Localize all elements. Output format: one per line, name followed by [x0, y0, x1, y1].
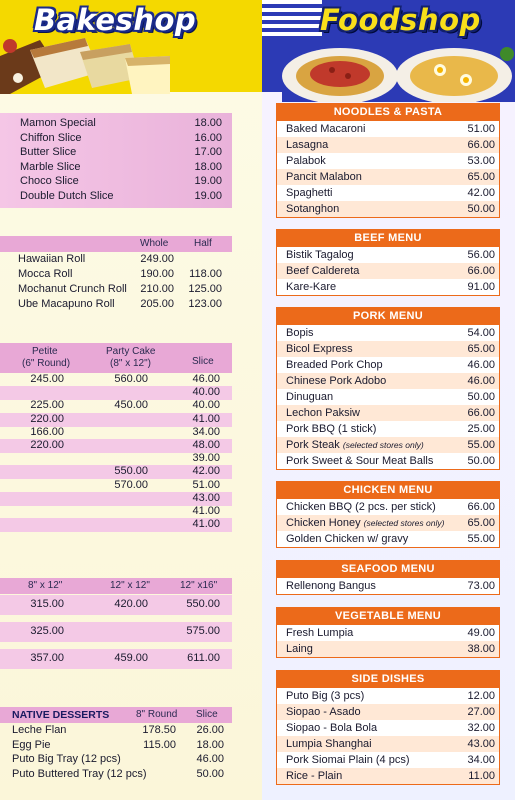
menu-item-name: Pork Sweet & Sour Meat Balls: [286, 455, 434, 467]
menu-item-price: 66.00: [467, 139, 495, 151]
cake-slice-price: 34.00: [192, 425, 220, 438]
roll-item-whole: 210.00: [140, 283, 174, 295]
cake-party-price: 560.00: [114, 373, 148, 385]
menu-item-price: 53.00: [467, 155, 495, 167]
menu-item-price: 46.00: [467, 375, 495, 387]
menu-item-name: Chinese Pork Adobo: [286, 375, 387, 387]
cakes-col-slice: Slice: [192, 356, 214, 367]
menu-item: [277, 137, 499, 153]
menu-item-name: Laing: [286, 643, 313, 655]
menu-item: [277, 169, 499, 185]
menu-item-name: Pork BBQ (1 stick): [286, 423, 377, 435]
menu-item-name: Lechon Paksiw: [286, 407, 360, 419]
menu-item-note: (selected stores only): [363, 518, 445, 528]
vegetable-menu-list: [276, 625, 500, 658]
roll-item-half: 123.00: [188, 298, 222, 310]
menu-item-price: 32.00: [467, 722, 495, 734]
menu-item-name: Puto Big (3 pcs): [286, 690, 365, 702]
menu-item: [277, 688, 499, 704]
menu-item-price: 56.00: [467, 249, 495, 261]
cake-slices-photo: [0, 28, 170, 94]
bakeshop-title: Bakeshop: [34, 3, 197, 37]
slice-item-name: Double Dutch Slice: [20, 189, 114, 202]
menu-item: [277, 453, 499, 469]
size-a-price: 325.00: [30, 625, 64, 637]
cake-party-price: 570.00: [114, 478, 148, 491]
menu-item-price: 42.00: [467, 187, 495, 199]
slice-item-price: 18.00: [194, 117, 222, 129]
size-c-price: 575.00: [186, 625, 220, 637]
slice-item-name: Butter Slice: [20, 146, 77, 158]
menu-item-name: Golden Chicken w/ gravy: [286, 533, 409, 545]
menu-item: [277, 373, 499, 389]
menu-item-price: 55.00: [467, 439, 495, 451]
menu-item-price: 65.00: [467, 171, 495, 183]
chicken-menu-title: CHICKEN MENU: [276, 481, 500, 499]
menu-item-price: 25.00: [467, 423, 495, 435]
vegetable-menu-title: VEGETABLE MENU: [276, 607, 500, 625]
menu-item: [277, 499, 499, 515]
size-b-price: 459.00: [114, 652, 148, 664]
cake-party-price: 550.00: [114, 465, 148, 478]
menu-item-name: Siopao - Bola Bola: [286, 722, 378, 734]
menu-item-name: Rellenong Bangus: [286, 580, 376, 592]
menu-item: [277, 720, 499, 736]
pork-menu-box: [276, 307, 500, 470]
cake-slice-price: 43.00: [192, 491, 220, 504]
menu-item: [277, 752, 499, 768]
menu-item-price: 50.00: [467, 391, 495, 403]
menu-item-name: Fresh Lumpia: [286, 627, 354, 639]
roll-item-whole: 190.00: [140, 268, 174, 280]
menu-item-name: Chicken Honey: [286, 517, 361, 529]
native-col-round: 8" Round: [136, 709, 178, 720]
roll-item-name: Mochanut Crunch Roll: [18, 283, 127, 295]
roll-item-half: 118.00: [189, 268, 222, 280]
menu-item-name: Lasagna: [286, 139, 329, 151]
cake-slice-price: 41.00: [192, 505, 220, 517]
food-dishes-photo: [282, 40, 515, 102]
foodshop-title: Foodshop: [320, 3, 481, 37]
native-item-slice: 46.00: [196, 753, 224, 765]
menu-item: [277, 201, 499, 217]
native-item-slice: 26.00: [196, 724, 224, 736]
cakes-col-party: Party Cake: [106, 346, 156, 357]
menu-item: [277, 578, 499, 594]
beef-menu-title: BEEF MENU: [276, 229, 500, 247]
cake-petite-price: 220.00: [30, 412, 64, 425]
menu-item-name: Bopis: [286, 327, 314, 339]
size-b-price: 420.00: [114, 598, 148, 610]
menu-item-name: Beef Caldereta: [286, 265, 360, 277]
menu-item: [277, 341, 499, 357]
menu-item-name: Pork Siomai Plain (4 pcs): [286, 754, 410, 766]
size-a-price: 357.00: [30, 652, 64, 664]
cake-party-price: 450.00: [114, 399, 148, 412]
menu-item: [277, 515, 499, 531]
slice-item-name: Mamon Special: [20, 117, 96, 129]
cakes-col-party-size: (8" x 12"): [110, 358, 152, 369]
menu-item-name: Breaded Pork Chop: [286, 359, 383, 371]
vegetable-menu-box: [276, 607, 500, 658]
seafood-menu-box: [276, 560, 500, 595]
side-dishes-box: [276, 670, 500, 785]
menu-item-price: 66.00: [467, 407, 495, 419]
menu-item: [277, 768, 499, 784]
menu-item: [277, 437, 499, 453]
menu-item-price: 65.00: [467, 343, 495, 355]
beef-menu-box: [276, 229, 500, 296]
menu-item-price: 12.00: [467, 690, 495, 702]
size-c-price: 611.00: [187, 652, 220, 664]
menu-item-name: Chicken BBQ (2 pcs. per stick): [286, 501, 436, 513]
menu-item: [277, 357, 499, 373]
native-item-round: 115.00: [143, 738, 176, 751]
menu-item-name: Pork Steak: [286, 439, 340, 451]
menu-item-name: Pancit Malabon: [286, 171, 362, 183]
pork-menu-title: PORK MENU: [276, 307, 500, 325]
cake-petite-price: 220.00: [30, 439, 64, 451]
menu-item-name: Palabok: [286, 155, 326, 167]
beef-menu-list: [276, 247, 500, 296]
cake-slice-price: 41.00: [192, 518, 220, 531]
cake-slice-price: 46.00: [192, 373, 220, 385]
roll-item-whole: 249.00: [140, 253, 174, 265]
sizes-col-a: 8" x 12": [28, 580, 63, 591]
native-item-slice: 18.00: [196, 738, 224, 751]
menu-item: [277, 121, 499, 137]
menu-item-name: Bistik Tagalog: [286, 249, 354, 261]
menu-item-price: 27.00: [467, 706, 495, 718]
noodles-pasta-box: [276, 103, 500, 218]
menu-item-price: 54.00: [467, 327, 495, 339]
slice-item-price: 16.00: [194, 131, 222, 144]
rolls-col-whole: Whole: [140, 238, 169, 249]
menu-item-price: 46.00: [467, 359, 495, 371]
pork-menu-list: [276, 325, 500, 470]
menu-item: [277, 704, 499, 720]
slice-item-name: Marble Slice: [20, 160, 81, 173]
menu-item-name: Spaghetti: [286, 187, 333, 199]
chicken-menu-box: [276, 481, 500, 548]
cake-slice-price: 40.00: [192, 386, 220, 399]
menu-item: [277, 405, 499, 421]
slice-item-name: Choco Slice: [20, 175, 79, 187]
menu-item-note: (selected stores only): [342, 440, 424, 450]
side-dishes-title: SIDE DISHES: [276, 670, 500, 688]
native-item-round: 178.50: [142, 724, 176, 736]
roll-item-name: Mocca Roll: [18, 268, 73, 280]
slice-item-price: 19.00: [194, 175, 222, 187]
cakes-col-petite: Petite: [32, 346, 58, 357]
slice-item-price: 19.00: [194, 189, 222, 202]
menu-item: [277, 325, 499, 341]
menu-item-name: Lumpia Shanghai: [286, 738, 372, 750]
menu-item: [277, 247, 499, 263]
seafood-menu-title: SEAFOOD MENU: [276, 560, 500, 578]
cake-slice-price: 51.00: [192, 478, 220, 491]
noodles-pasta-title: NOODLES & PASTA: [276, 103, 500, 121]
cake-slice-price: 41.00: [192, 412, 220, 425]
roll-item-whole: 205.00: [140, 298, 174, 310]
menu-item-price: 43.00: [467, 738, 495, 750]
cake-slice-price: 48.00: [192, 439, 220, 451]
menu-item-name: Kare-Kare: [286, 281, 337, 293]
native-col-slice: Slice: [196, 709, 218, 720]
menu-item-price: 50.00: [467, 455, 495, 467]
menu-item-name: Bicol Express: [286, 343, 353, 355]
menu-item-price: 65.00: [467, 517, 495, 529]
menu-item: [277, 389, 499, 405]
slice-item-name: Chiffon Slice: [20, 131, 82, 144]
menu-item-name: Rice - Plain: [286, 770, 343, 782]
menu-item-price: 66.00: [467, 265, 495, 277]
menu-item-price: 50.00: [467, 203, 495, 215]
menu-item: [277, 185, 499, 201]
roll-item-half: 125.00: [188, 283, 222, 295]
menu-item-name: Dinuguan: [286, 391, 334, 403]
native-item-name: Puto Buttered Tray (12 pcs): [12, 767, 147, 780]
native-item-name: Puto Big Tray (12 pcs): [12, 753, 121, 765]
menu-item: [277, 531, 499, 547]
menu-item: [277, 153, 499, 169]
header-stripes: [262, 0, 322, 40]
cake-petite-price: 245.00: [30, 373, 64, 385]
roll-item-name: Ube Macapuno Roll: [18, 298, 115, 310]
rolls-col-half: Half: [194, 238, 212, 249]
menu-item-price: 34.00: [467, 754, 495, 766]
size-c-price: 550.00: [186, 598, 220, 610]
side-dishes-list: [276, 688, 500, 785]
menu-item-price: 73.00: [467, 580, 495, 592]
menu-item-price: 51.00: [467, 123, 495, 135]
chicken-menu-list: [276, 499, 500, 548]
cakes-col-petite-size: (6" Round): [22, 358, 71, 369]
menu-item: [277, 641, 499, 657]
cake-slice-price: 40.00: [192, 399, 220, 412]
menu-item-price: 66.00: [467, 501, 495, 513]
menu-item-name: Baked Macaroni: [286, 123, 366, 135]
roll-item-name: Hawaiian Roll: [18, 253, 86, 265]
menu-item-price: 91.00: [467, 281, 495, 293]
cake-petite-price: 225.00: [30, 399, 64, 412]
cake-petite-price: 166.00: [30, 425, 64, 438]
cake-slice-price: 39.00: [192, 452, 220, 465]
menu-item-price: 49.00: [467, 627, 495, 639]
slice-item-price: 17.00: [194, 146, 222, 158]
size-a-price: 315.00: [30, 598, 64, 610]
cake-slice-price: 42.00: [192, 465, 220, 478]
menu-item: [277, 736, 499, 752]
native-item-name: Leche Flan: [12, 724, 67, 736]
menu-item-price: 11.00: [468, 770, 495, 782]
seafood-menu-list: [276, 578, 500, 595]
native-item-slice: 50.00: [196, 767, 224, 780]
menu-item-name: Siopao - Asado: [286, 706, 361, 718]
menu-item: [277, 263, 499, 279]
menu-item-price: 55.00: [467, 533, 495, 545]
menu-item: [277, 421, 499, 437]
native-item-name: Egg Pie: [12, 738, 51, 751]
menu-item: [277, 625, 499, 641]
noodles-pasta-list: [276, 121, 500, 218]
sizes-col-b: 12" x 12": [110, 580, 150, 591]
sizes-col-c: 12" x16": [180, 580, 218, 591]
menu-item-price: 38.00: [467, 643, 495, 655]
native-desserts-title: NATIVE DESSERTS: [12, 709, 110, 721]
slice-item-price: 18.00: [194, 160, 222, 173]
menu-item: [277, 279, 499, 295]
menu-item-name: Sotanghon: [286, 203, 340, 215]
